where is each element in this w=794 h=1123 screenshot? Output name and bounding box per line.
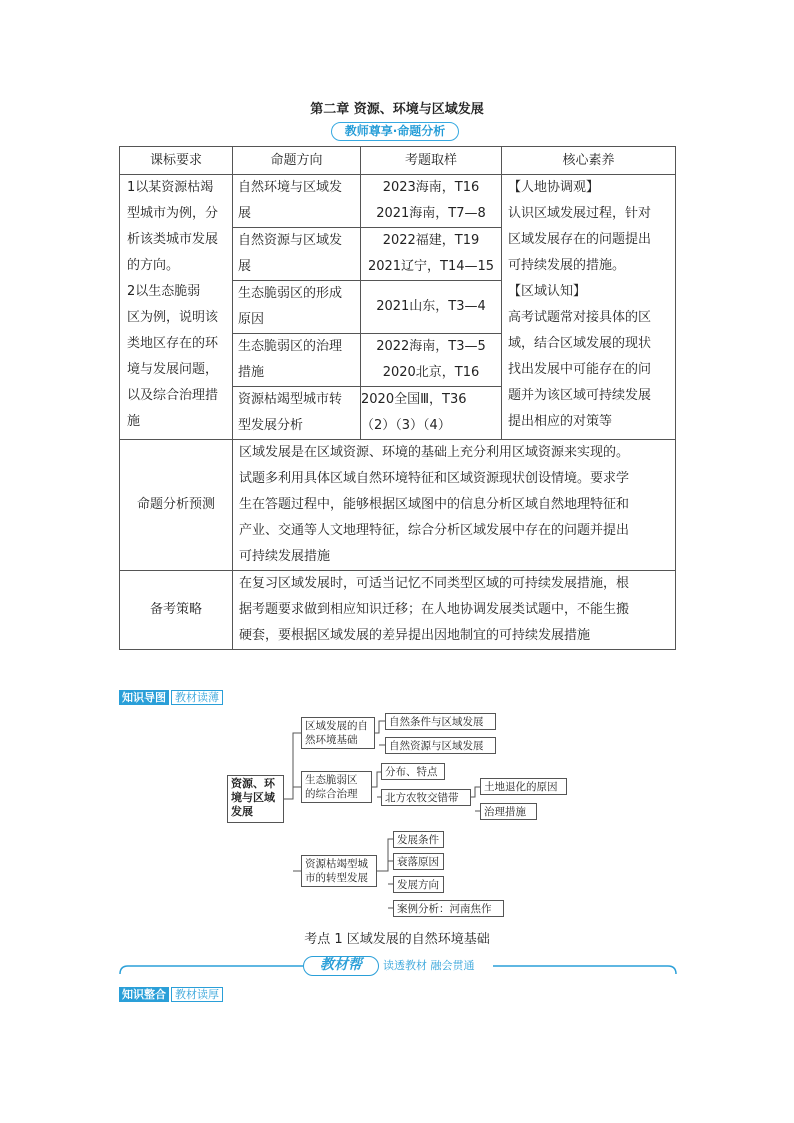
- text-line: 【区域认知】: [508, 284, 587, 299]
- header-cell: 考题取样: [361, 147, 502, 175]
- text-line: 生态脆弱区: [305, 774, 358, 786]
- text-line: 2021山东，T3—4: [376, 299, 486, 314]
- mindmap-root: [227, 775, 284, 823]
- mindmap-leaf: 发展条件: [393, 831, 444, 848]
- text-line: 型城市为例，分: [127, 206, 219, 221]
- text-line: 可持续发展的措施。: [508, 258, 626, 273]
- text-line: 【人地协调观】: [508, 180, 600, 195]
- text-line: （2）（3）（4）: [361, 418, 451, 433]
- text-line: 2020北京，T16: [382, 365, 480, 380]
- mindmap-leaf: 案例分析：河南焦作: [393, 900, 504, 917]
- text-line: 区域发展存在的问题提出: [508, 232, 652, 247]
- text-line: 的综合治理: [305, 788, 358, 800]
- mindmap-leaf: 治理措施: [480, 803, 537, 820]
- text-line: 题并为该区域可持续发展: [508, 388, 652, 403]
- text-line: 境与区域: [231, 791, 275, 804]
- mindmap-leaf: 北方农牧交错带: [381, 789, 471, 806]
- text-line: 区域发展的自: [305, 720, 368, 732]
- text-line: 资源枯竭型城市转: [238, 392, 343, 407]
- text-line: 展: [238, 259, 252, 274]
- text-line: 区为例，说明该: [127, 310, 219, 325]
- text-line: 析该类城市发展: [127, 232, 219, 247]
- text-line: 类地区存在的环: [127, 336, 219, 351]
- text-line: 措施: [238, 365, 265, 380]
- text-line: 的方向。: [127, 258, 180, 273]
- mindmap-branch-fragile-ecology: [301, 771, 372, 803]
- chapter-title: 第二章 资源、环境与区域发展: [310, 102, 484, 117]
- text-line: 1以某资源枯竭: [127, 180, 214, 195]
- tag-dark: 知识导图: [119, 690, 169, 705]
- text-line: 硬套，要根据区域发展的差异提出因地制宜的可持续发展措施: [239, 628, 591, 643]
- text-line: 试题多利用具体区域自然环境特征和区域资源现状创设情境。要求学: [239, 471, 630, 486]
- text-line: 自然环境与区域发: [238, 180, 343, 195]
- text-line: 生态脆弱区的形成: [238, 286, 343, 301]
- header-cell: 课标要求: [120, 147, 233, 175]
- text-line: 资源、环: [231, 777, 275, 790]
- text-line: 生态脆弱区的治理: [238, 339, 343, 354]
- text-line: 市的转型发展: [305, 872, 368, 884]
- mindmap-leaf: 自然资源与区域发展: [385, 737, 496, 754]
- text-line: 提出相应的对策等: [508, 414, 613, 429]
- text-line: 区域发展是在区域资源、环境的基础上充分利用区域资源来实现的。: [239, 445, 630, 460]
- mindmap-leaf: 发展方向: [393, 876, 444, 893]
- text-line: 在复习区域发展时，可适当记忆不同类型区域的可持续发展措施，根: [239, 576, 630, 591]
- banner-subtitle: 读透教材 融会贯通: [383, 959, 475, 972]
- text-line: 境与发展问题，: [127, 362, 219, 377]
- tag-dark: 知识整合: [119, 987, 169, 1002]
- text-line: 生在答题过程中，能够根据区域图中的信息分析区域自然地理特征和: [239, 497, 630, 512]
- teacher-badge: 教师尊享·命题分析: [331, 122, 459, 141]
- text-line: 产业、交通等人文地理特征，综合分析区域发展中存在的问题并提出: [239, 523, 630, 538]
- text-line: 以及综合治理措: [127, 388, 219, 403]
- text-line: 2以生态脆弱: [127, 284, 201, 299]
- text-line: 资源枯竭型城: [305, 858, 368, 870]
- text-line: 高考试题常对接具体的区: [508, 310, 652, 325]
- header-cell: 命题方向: [233, 147, 361, 175]
- tag-light: 教材读厚: [171, 987, 223, 1002]
- text-line: 2021辽宁，T14—15: [367, 259, 495, 274]
- text-line: 2021海南，T7—8: [376, 206, 486, 221]
- text-line: 可持续发展措施: [239, 549, 331, 564]
- kaodian-title: 考点 1 区域发展的自然环境基础: [304, 932, 490, 947]
- text-line: 找出发展中可能存在的问: [508, 362, 652, 377]
- strategy-label: 备考策略: [120, 571, 233, 650]
- prediction-label: 命题分析预测: [120, 440, 233, 571]
- header-cell: 核心素养: [502, 147, 676, 175]
- mindmap-leaf: 自然条件与区域发展: [385, 713, 496, 730]
- tag-light: 教材读薄: [171, 690, 223, 705]
- text-line: 2022海南，T3—5: [376, 339, 486, 354]
- mindmap-leaf: 衰落原因: [393, 853, 444, 870]
- text-line: 发展: [231, 805, 253, 818]
- text-line: 域，结合区域发展的现状: [508, 336, 652, 351]
- text-line: 展: [238, 206, 252, 221]
- mindmap-branch-resource-city: [301, 855, 377, 887]
- text-line: 认识区域发展过程，针对: [508, 206, 652, 221]
- text-line: 2023海南，T16: [382, 180, 480, 195]
- text-line: 2022福建，T19: [382, 233, 480, 248]
- text-line: 2020全国Ⅲ，T36: [361, 392, 467, 407]
- text-line: 原因: [238, 312, 265, 327]
- text-line: 型发展分析: [238, 418, 304, 433]
- mindmap-branch-natural-environment: [301, 717, 375, 749]
- mindmap-leaf: 分布、特点: [381, 763, 445, 780]
- text-line: 据考题要求做到相应知识迁移；在人地协调发展类试题中，不能生搬: [239, 602, 630, 617]
- text-line: 施: [127, 414, 141, 429]
- integration-tag: [119, 986, 223, 1002]
- text-line: 然环境基础: [305, 734, 358, 746]
- banner-badge: 教材帮: [303, 956, 379, 976]
- text-line: 自然资源与区域发: [238, 233, 343, 248]
- mindmap-leaf: 土地退化的原因: [480, 778, 567, 795]
